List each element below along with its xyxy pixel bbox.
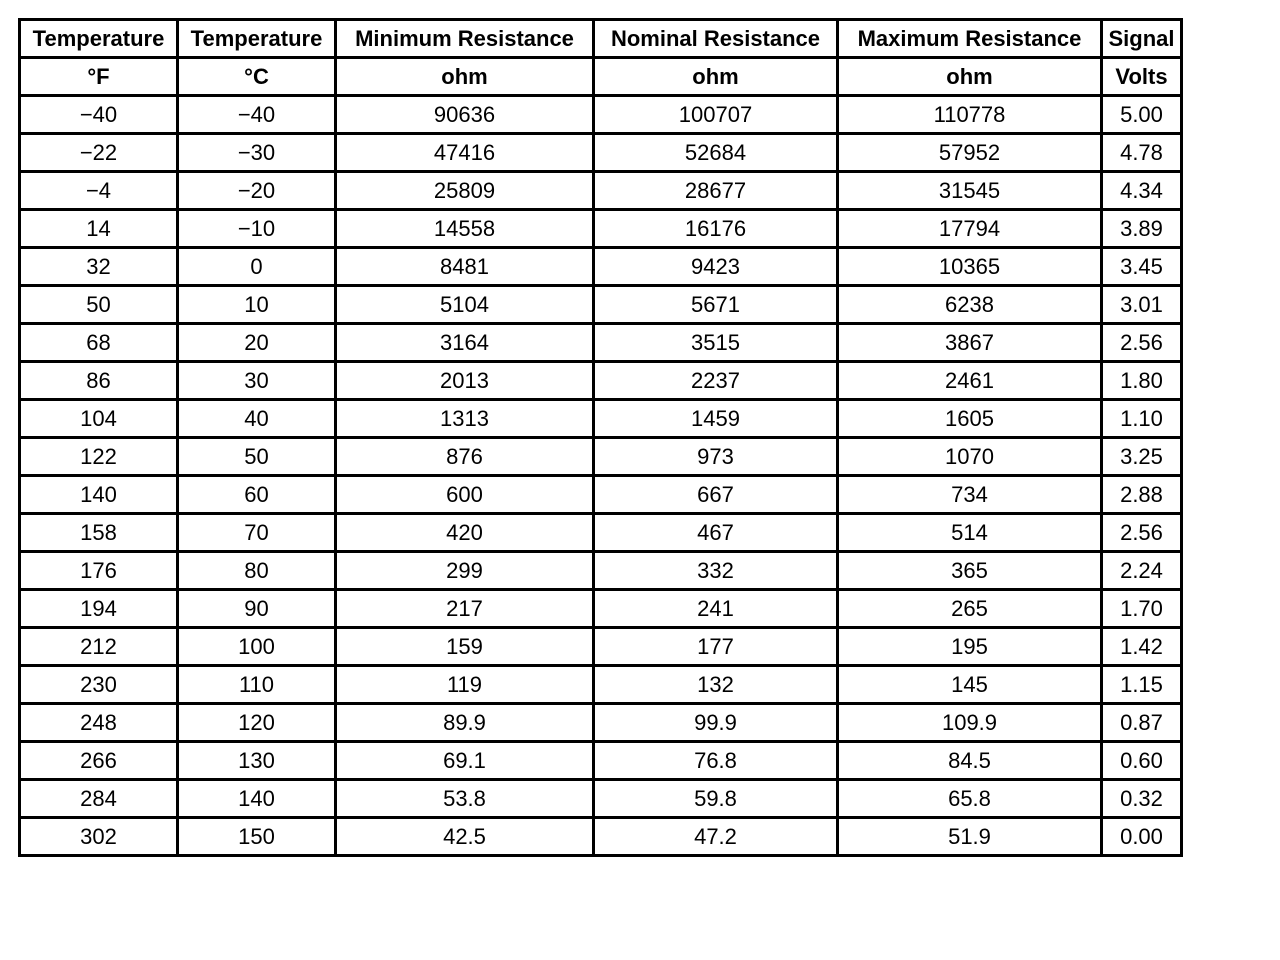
- cell-nominal-resistance: 59.8: [594, 780, 838, 818]
- cell-min-resistance: 876: [336, 438, 594, 476]
- cell-temp-c: 110: [178, 666, 336, 704]
- cell-nominal-resistance: 52684: [594, 134, 838, 172]
- cell-signal-volts: 1.15: [1102, 666, 1182, 704]
- table-row: [20, 590, 1182, 628]
- cell-signal-volts: 0.00: [1102, 818, 1182, 856]
- unit-ohm-nominal: ohm: [594, 58, 838, 96]
- cell-max-resistance: 110778: [838, 96, 1102, 134]
- cell-nominal-resistance: 9423: [594, 248, 838, 286]
- cell-max-resistance: 145: [838, 666, 1102, 704]
- cell-max-resistance: 10365: [838, 248, 1102, 286]
- cell-temp-f: 140: [20, 476, 178, 514]
- table-row: [20, 476, 1182, 514]
- cell-temp-f: 212: [20, 628, 178, 666]
- unit-fahrenheit: °F: [20, 58, 178, 96]
- cell-signal-volts: 5.00: [1102, 96, 1182, 134]
- cell-min-resistance: 8481: [336, 248, 594, 286]
- cell-min-resistance: 90636: [336, 96, 594, 134]
- cell-temp-c: 120: [178, 704, 336, 742]
- cell-temp-c: 40: [178, 400, 336, 438]
- cell-signal-volts: 1.80: [1102, 362, 1182, 400]
- table-row: [20, 552, 1182, 590]
- cell-signal-volts: 3.45: [1102, 248, 1182, 286]
- cell-signal-volts: 3.01: [1102, 286, 1182, 324]
- cell-nominal-resistance: 241: [594, 590, 838, 628]
- cell-min-resistance: 5104: [336, 286, 594, 324]
- cell-min-resistance: 25809: [336, 172, 594, 210]
- cell-min-resistance: 53.8: [336, 780, 594, 818]
- table-row: [20, 514, 1182, 552]
- cell-temp-c: 90: [178, 590, 336, 628]
- cell-nominal-resistance: 76.8: [594, 742, 838, 780]
- cell-signal-volts: 1.10: [1102, 400, 1182, 438]
- header-maximum-resistance: Maximum Resistance: [838, 20, 1102, 58]
- header-nominal-resistance: Nominal Resistance: [594, 20, 838, 58]
- cell-min-resistance: 14558: [336, 210, 594, 248]
- table-row: [20, 818, 1182, 856]
- cell-nominal-resistance: 132: [594, 666, 838, 704]
- cell-nominal-resistance: 28677: [594, 172, 838, 210]
- table-row: [20, 210, 1182, 248]
- cell-temp-c: −20: [178, 172, 336, 210]
- cell-temp-f: 104: [20, 400, 178, 438]
- table-row: [20, 134, 1182, 172]
- cell-temp-f: 32: [20, 248, 178, 286]
- cell-nominal-resistance: 667: [594, 476, 838, 514]
- cell-temp-c: 20: [178, 324, 336, 362]
- table-row: [20, 438, 1182, 476]
- cell-min-resistance: 89.9: [336, 704, 594, 742]
- cell-temp-c: 0: [178, 248, 336, 286]
- cell-temp-f: 194: [20, 590, 178, 628]
- cell-signal-volts: 2.56: [1102, 324, 1182, 362]
- cell-max-resistance: 365: [838, 552, 1102, 590]
- cell-max-resistance: 1070: [838, 438, 1102, 476]
- cell-signal-volts: 2.56: [1102, 514, 1182, 552]
- header-temperature-f: Temperature: [20, 20, 178, 58]
- sensor-resistance-table: [18, 18, 1183, 857]
- cell-temp-f: 284: [20, 780, 178, 818]
- cell-temp-f: 248: [20, 704, 178, 742]
- cell-signal-volts: 2.24: [1102, 552, 1182, 590]
- header-signal: Signal: [1102, 20, 1182, 58]
- table-row: [20, 286, 1182, 324]
- table-row: [20, 742, 1182, 780]
- header-minimum-resistance: Minimum Resistance: [336, 20, 594, 58]
- cell-min-resistance: 42.5: [336, 818, 594, 856]
- cell-max-resistance: 195: [838, 628, 1102, 666]
- cell-nominal-resistance: 100707: [594, 96, 838, 134]
- cell-min-resistance: 1313: [336, 400, 594, 438]
- cell-temp-f: 14: [20, 210, 178, 248]
- cell-max-resistance: 3867: [838, 324, 1102, 362]
- table-row: [20, 248, 1182, 286]
- cell-nominal-resistance: 16176: [594, 210, 838, 248]
- cell-nominal-resistance: 332: [594, 552, 838, 590]
- cell-nominal-resistance: 99.9: [594, 704, 838, 742]
- cell-temp-c: 80: [178, 552, 336, 590]
- table-row: [20, 172, 1182, 210]
- cell-max-resistance: 65.8: [838, 780, 1102, 818]
- cell-temp-c: 10: [178, 286, 336, 324]
- cell-temp-f: 86: [20, 362, 178, 400]
- cell-min-resistance: 119: [336, 666, 594, 704]
- cell-signal-volts: 2.88: [1102, 476, 1182, 514]
- cell-temp-c: −10: [178, 210, 336, 248]
- cell-max-resistance: 514: [838, 514, 1102, 552]
- cell-temp-f: 122: [20, 438, 178, 476]
- unit-celsius: °C: [178, 58, 336, 96]
- cell-max-resistance: 17794: [838, 210, 1102, 248]
- cell-max-resistance: 2461: [838, 362, 1102, 400]
- cell-signal-volts: 3.25: [1102, 438, 1182, 476]
- cell-min-resistance: 47416: [336, 134, 594, 172]
- cell-min-resistance: 420: [336, 514, 594, 552]
- cell-nominal-resistance: 47.2: [594, 818, 838, 856]
- cell-max-resistance: 51.9: [838, 818, 1102, 856]
- table-row: [20, 400, 1182, 438]
- cell-nominal-resistance: 5671: [594, 286, 838, 324]
- cell-temp-f: −22: [20, 134, 178, 172]
- unit-ohm-min: ohm: [336, 58, 594, 96]
- cell-min-resistance: 159: [336, 628, 594, 666]
- cell-temp-c: 30: [178, 362, 336, 400]
- cell-nominal-resistance: 2237: [594, 362, 838, 400]
- unit-ohm-max: ohm: [838, 58, 1102, 96]
- cell-min-resistance: 69.1: [336, 742, 594, 780]
- cell-signal-volts: 0.32: [1102, 780, 1182, 818]
- cell-nominal-resistance: 973: [594, 438, 838, 476]
- cell-temp-c: 50: [178, 438, 336, 476]
- cell-signal-volts: 1.70: [1102, 590, 1182, 628]
- cell-signal-volts: 4.78: [1102, 134, 1182, 172]
- table-row: [20, 628, 1182, 666]
- cell-max-resistance: 57952: [838, 134, 1102, 172]
- cell-temp-f: −4: [20, 172, 178, 210]
- table-row: [20, 96, 1182, 134]
- unit-volts: Volts: [1102, 58, 1182, 96]
- cell-signal-volts: 3.89: [1102, 210, 1182, 248]
- cell-temp-c: −40: [178, 96, 336, 134]
- cell-temp-c: 130: [178, 742, 336, 780]
- cell-min-resistance: 299: [336, 552, 594, 590]
- cell-max-resistance: 6238: [838, 286, 1102, 324]
- cell-max-resistance: 1605: [838, 400, 1102, 438]
- cell-temp-c: 100: [178, 628, 336, 666]
- cell-temp-f: 68: [20, 324, 178, 362]
- cell-max-resistance: 31545: [838, 172, 1102, 210]
- table-row: [20, 704, 1182, 742]
- resistance-table-container: [18, 18, 1183, 857]
- cell-temp-f: 158: [20, 514, 178, 552]
- cell-max-resistance: 84.5: [838, 742, 1102, 780]
- cell-signal-volts: 0.60: [1102, 742, 1182, 780]
- cell-temp-f: 50: [20, 286, 178, 324]
- table-header: [20, 20, 1182, 96]
- cell-signal-volts: 1.42: [1102, 628, 1182, 666]
- cell-temp-c: 150: [178, 818, 336, 856]
- cell-nominal-resistance: 1459: [594, 400, 838, 438]
- cell-temp-c: 60: [178, 476, 336, 514]
- table-row: [20, 324, 1182, 362]
- cell-min-resistance: 2013: [336, 362, 594, 400]
- header-row-titles: [20, 20, 1182, 58]
- cell-nominal-resistance: 177: [594, 628, 838, 666]
- cell-temp-f: −40: [20, 96, 178, 134]
- cell-temp-c: 140: [178, 780, 336, 818]
- cell-temp-f: 230: [20, 666, 178, 704]
- table-row: [20, 666, 1182, 704]
- cell-min-resistance: 600: [336, 476, 594, 514]
- cell-temp-c: 70: [178, 514, 336, 552]
- cell-min-resistance: 3164: [336, 324, 594, 362]
- header-row-units: [20, 58, 1182, 96]
- cell-signal-volts: 0.87: [1102, 704, 1182, 742]
- cell-nominal-resistance: 467: [594, 514, 838, 552]
- table-row: [20, 362, 1182, 400]
- cell-min-resistance: 217: [336, 590, 594, 628]
- cell-max-resistance: 734: [838, 476, 1102, 514]
- table-body: [20, 96, 1182, 856]
- table-row: [20, 780, 1182, 818]
- cell-signal-volts: 4.34: [1102, 172, 1182, 210]
- cell-max-resistance: 109.9: [838, 704, 1102, 742]
- header-temperature-c: Temperature: [178, 20, 336, 58]
- cell-temp-f: 266: [20, 742, 178, 780]
- cell-temp-f: 302: [20, 818, 178, 856]
- cell-temp-f: 176: [20, 552, 178, 590]
- cell-nominal-resistance: 3515: [594, 324, 838, 362]
- cell-max-resistance: 265: [838, 590, 1102, 628]
- cell-temp-c: −30: [178, 134, 336, 172]
